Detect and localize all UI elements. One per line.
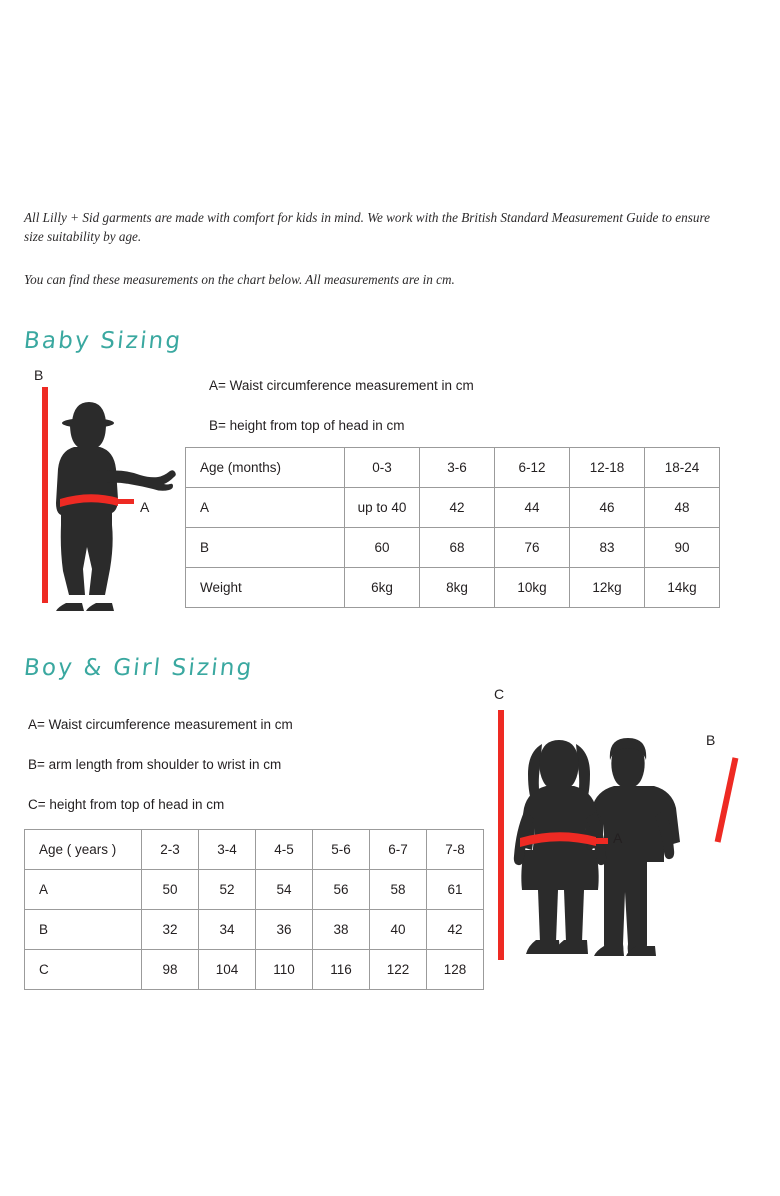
kids-legend-c: C= height from top of head in cm <box>28 797 225 812</box>
cell: 46 <box>570 488 645 528</box>
baby-sizing-heading: Baby Sizing <box>22 328 184 354</box>
cell: 3-6 <box>420 448 495 488</box>
kids-marker-b-label: B <box>706 732 716 748</box>
baby-legend-b: B= height from top of head in cm <box>209 418 405 433</box>
cell: 38 <box>313 910 370 950</box>
cell: B <box>186 528 345 568</box>
cell: 12kg <box>570 568 645 608</box>
cell: 6-7 <box>370 830 427 870</box>
cell: 3-4 <box>199 830 256 870</box>
cell: B <box>25 910 142 950</box>
cell: 42 <box>427 910 484 950</box>
baby-silhouette-figure <box>30 367 195 615</box>
cell: 54 <box>256 870 313 910</box>
cell: 5-6 <box>313 830 370 870</box>
cell: 2-3 <box>142 830 199 870</box>
cell: Age ( years ) <box>25 830 142 870</box>
cell: 6-12 <box>495 448 570 488</box>
cell: 58 <box>370 870 427 910</box>
cell: 7-8 <box>427 830 484 870</box>
cell: 76 <box>495 528 570 568</box>
table-row <box>25 830 484 870</box>
intro-paragraph-2: You can find these measurements on the chart below. All measurements are in cm. <box>24 272 455 287</box>
kids-sizing-heading: Boy & Girl Sizing <box>22 655 255 681</box>
cell: 50 <box>142 870 199 910</box>
cell: C <box>25 950 142 990</box>
table-row <box>186 448 720 488</box>
cell: 6kg <box>345 568 420 608</box>
table-row <box>25 870 484 910</box>
cell: 18-24 <box>645 448 720 488</box>
cell: 8kg <box>420 568 495 608</box>
cell: 68 <box>420 528 495 568</box>
cell: up to 40 <box>345 488 420 528</box>
cell: A <box>186 488 345 528</box>
cell: 34 <box>199 910 256 950</box>
cell: 32 <box>142 910 199 950</box>
cell: 110 <box>256 950 313 990</box>
cell: 10kg <box>495 568 570 608</box>
cell: 104 <box>199 950 256 990</box>
baby-legend-a: A= Waist circumference measurement in cm <box>209 378 474 393</box>
cell: Weight <box>186 568 345 608</box>
baby-marker-b-label: B <box>34 367 44 383</box>
cell: 40 <box>370 910 427 950</box>
intro-paragraph-1: All Lilly + Sid garments are made with comfort for kids in mind. We work with the British Standard Measurement Guide to ensure size suitability by age. <box>24 210 710 244</box>
cell: 44 <box>495 488 570 528</box>
cell: 14kg <box>645 568 720 608</box>
cell: 48 <box>645 488 720 528</box>
cell: 122 <box>370 950 427 990</box>
cell: 56 <box>313 870 370 910</box>
cell: 61 <box>427 870 484 910</box>
cell: 128 <box>427 950 484 990</box>
cell: 0-3 <box>345 448 420 488</box>
kids-legend-a: A= Waist circumference measurement in cm <box>28 717 293 732</box>
kids-marker-a-label: A <box>613 830 623 846</box>
cell: 83 <box>570 528 645 568</box>
table-row <box>25 950 484 990</box>
baby-marker-a-label: A <box>140 499 150 515</box>
cell: 60 <box>345 528 420 568</box>
baby-size-table <box>185 447 720 608</box>
kids-size-table <box>24 829 484 990</box>
table-row <box>186 568 720 608</box>
cell: 116 <box>313 950 370 990</box>
kids-legend-b: B= arm length from shoulder to wrist in cm <box>28 757 282 772</box>
cell: 12-18 <box>570 448 645 488</box>
table-row <box>186 528 720 568</box>
cell: A <box>25 870 142 910</box>
cell: 98 <box>142 950 199 990</box>
cell: 52 <box>199 870 256 910</box>
cell: 4-5 <box>256 830 313 870</box>
baby-silhouette-icon <box>30 375 195 615</box>
kids-silhouette-figure <box>480 686 760 980</box>
table-row <box>25 910 484 950</box>
cell: 42 <box>420 488 495 528</box>
cell: Age (months) <box>186 448 345 488</box>
table-row <box>186 488 720 528</box>
cell: 36 <box>256 910 313 950</box>
kids-marker-c-label: C <box>494 686 505 702</box>
cell: 90 <box>645 528 720 568</box>
